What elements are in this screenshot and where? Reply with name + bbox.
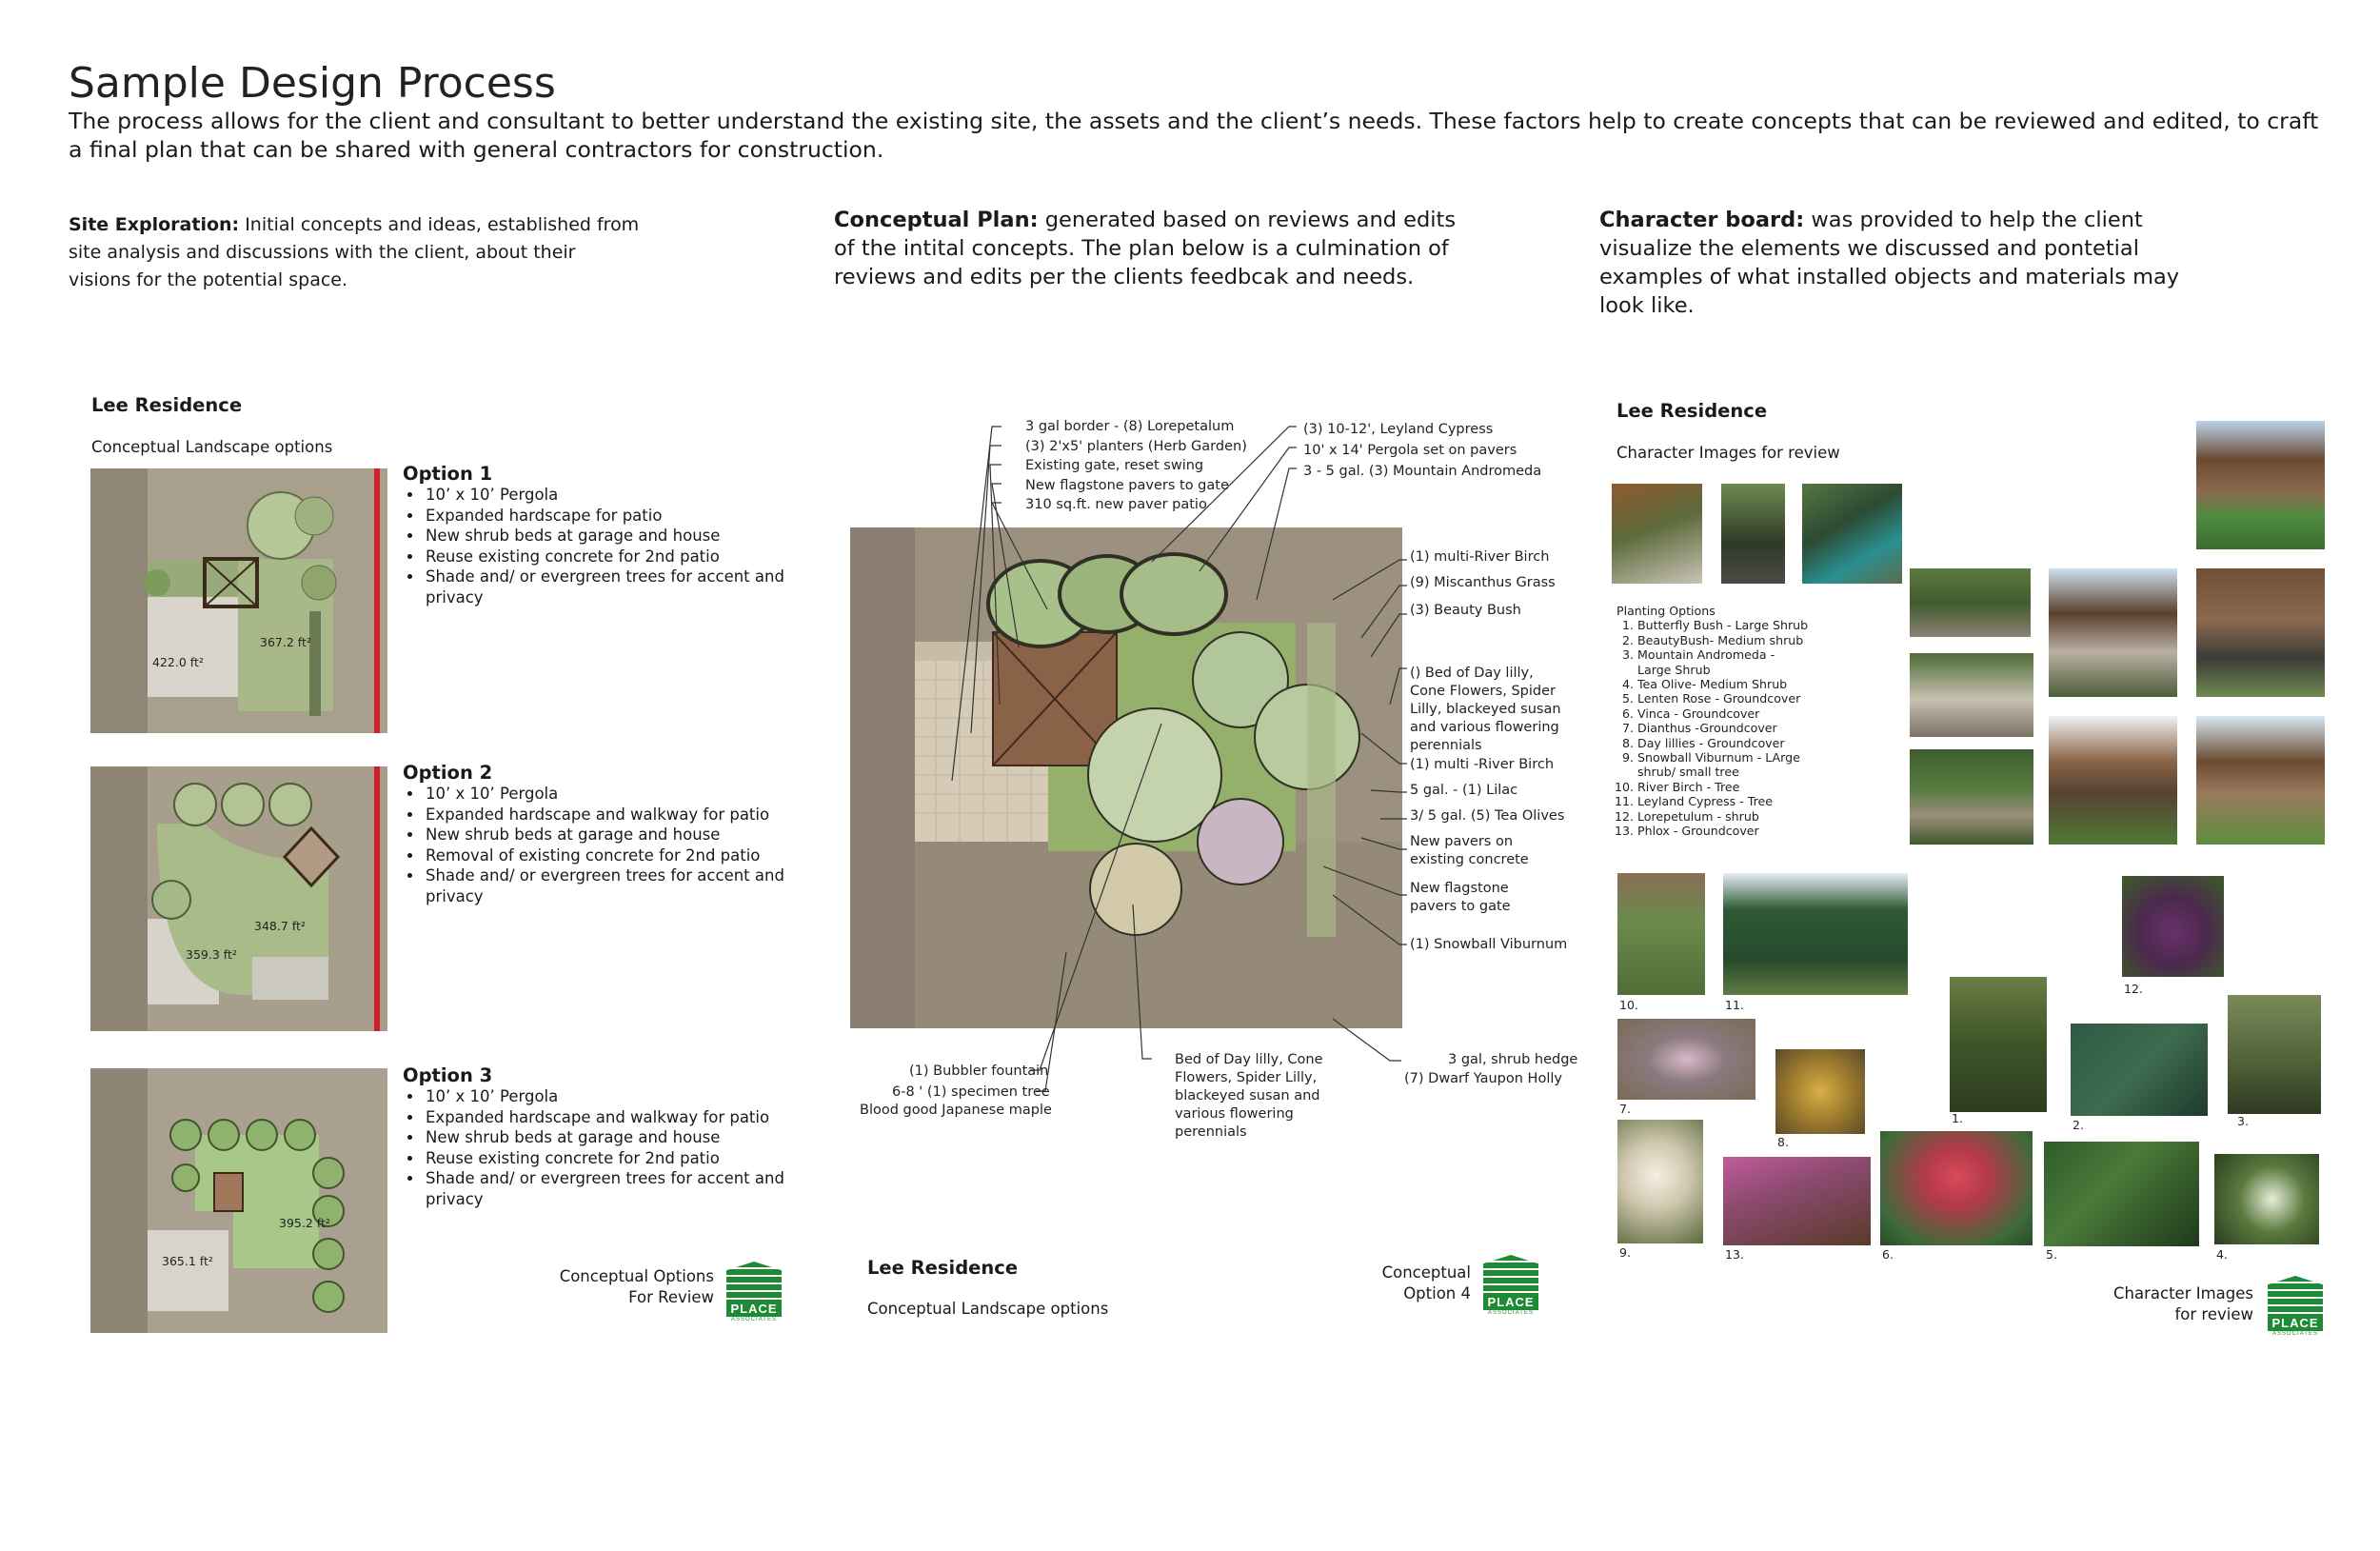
intro-paragraph: The process allows for the client and consultant to better understand the existing site, the assets and the client’s needs. These factors help to create concepts that can be reviewed and edited, to craft a final plan that can be shared with general contractors for construction. <box>69 108 2319 163</box>
pergola-photo-5 <box>2196 716 2325 845</box>
plant-photo-10 <box>1617 873 1705 995</box>
left-subtitle: Conceptual Landscape options <box>91 438 333 456</box>
list-item: 3. Mountain Andromeda - Large Shrub <box>1637 647 1812 677</box>
pergola-photo-1 <box>2196 421 2325 549</box>
plant-photo-12 <box>2122 876 2224 977</box>
left-footer-caption: Conceptual Options For Review <box>559 1267 714 1306</box>
list-item: 10. River Birch - Tree <box>1637 780 1812 794</box>
annotation-beauty-bush: (3) Beauty Bush <box>1410 603 1521 618</box>
bullet: • New shrub beds at garage and house <box>424 526 803 547</box>
fountain-urn-photo <box>1802 484 1902 584</box>
bullet: • Shade and/ or evergreen trees for accent and privacy <box>424 567 803 607</box>
annotation-japanese-maple: Blood good Japanese maple <box>860 1103 1052 1118</box>
pergola-photo-2 <box>2049 568 2177 697</box>
annotation-bubbler-fountain: (1) Bubbler fountain <box>909 1064 1049 1079</box>
bullet: • New shrub beds at garage and house <box>424 1127 803 1148</box>
bullet: • Shade and/ or evergreen trees for accent and privacy <box>424 865 803 906</box>
site-exploration-heading: Site Exploration: Initial concepts and ideas, established from site analysis and discussions with the client, about their visions for the potential space. <box>69 214 640 290</box>
annotation-yaupon-holly: (7) Dwarf Yaupon Holly <box>1404 1071 1562 1086</box>
plant-photo-11 <box>1723 873 1908 995</box>
annotation-leader-lines <box>914 419 1447 1123</box>
option-3-bullets <box>403 1086 803 1209</box>
option-1-details <box>403 463 803 607</box>
option-2-plan-image: 359.3 ft² 348.7 ft² <box>90 766 387 1031</box>
right-footer-caption: Character Images for review <box>2113 1284 2253 1323</box>
planter-photo <box>1721 484 1785 584</box>
bullet: • Removal of existing concrete for 2nd patio <box>424 845 803 866</box>
annotation-shrub-hedge: 3 gal, shrub hedge <box>1448 1052 1578 1067</box>
planting-options-list: Planting Options 1. Butterfly Bush - Large Shrub 2. BeautyBush- Medium shrub 3. Mountain Andromeda - Large Shrub 4. Tea Olive- Medium Shrub 5. Lenten Rose - Groundcover 6. Vinca - Groundcover 7. Dianthus -Groundcover 8. Day lillies - Groundcover 9. Snowball Viburnum - LArge shrub/ small tree 10. River Birch - Tree 11. Leyland Cypress - Tree 12. Lorepetulum - shrub 13. Phlox - Groundcover <box>1616 604 1812 839</box>
option-3-plan-image: 365.1 ft² 395.2 ft² <box>90 1068 387 1333</box>
option-2-title: Option 2 <box>403 762 493 784</box>
plant-photo-4 <box>2214 1154 2319 1244</box>
list-item: 1. Butterfly Bush - Large Shrub <box>1637 618 1812 632</box>
character-board-heading: Character board: was provided to help the client visualize the elements we discussed and pontetial examples of what installed objects and materials may look like. <box>1599 208 2180 318</box>
annotation-day-lilly: () Bed of Day lilly, Cone Flowers, Spider Lilly, blackeyed susan and various flowering perennials <box>1410 666 1561 753</box>
bullet: • Reuse existing concrete for 2nd patio <box>424 1148 803 1169</box>
annotation-specimen-tree: 6-8 ' (1) specimen tree <box>892 1084 1050 1100</box>
annotation-new-pavers: New pavers on existing concrete <box>1410 834 1529 867</box>
center-footer-caption: Conceptual Option 4 <box>1381 1263 1471 1302</box>
patio-photo-1 <box>1910 568 2031 637</box>
list-item: 9. Snowball Viburnum - LArge shrub/ small tree <box>1637 750 1812 780</box>
option-3-details <box>403 1064 803 1209</box>
bullet: • 10’ x 10’ Pergola <box>424 784 803 805</box>
option-1-title: Option 1 <box>403 463 493 485</box>
list-item: 6. Vinca - Groundcover <box>1637 706 1812 721</box>
plant-photo-9 <box>1617 1120 1703 1243</box>
place-associates-logo: PLACE ASSOCIATES <box>1483 1255 1538 1316</box>
bullet: • New shrub beds at garage and house <box>424 825 803 845</box>
option-2-details <box>403 762 803 906</box>
annotation-lilac: 5 gal. - (1) Lilac <box>1410 783 1518 798</box>
bullet: • Reuse existing concrete for 2nd patio <box>424 547 803 567</box>
option-3-title: Option 3 <box>403 1064 493 1086</box>
bullet: • Expanded hardscape and walkway for patio <box>424 1107 803 1128</box>
right-residence-title: Lee Residence <box>1616 400 1768 422</box>
page-title: Sample Design Process <box>69 59 556 108</box>
bullet: • Expanded hardscape and walkway for patio <box>424 805 803 825</box>
annotation-tea-olives: 3/ 5 gal. (5) Tea Olives <box>1410 808 1565 824</box>
option-1-plan-image: 422.0 ft² 367.2 ft² <box>90 468 387 733</box>
left-residence-title: Lee Residence <box>91 394 243 416</box>
list-item: 2. BeautyBush- Medium shrub <box>1637 633 1812 647</box>
plant-photo-3 <box>2228 995 2321 1114</box>
pergola-photo-4 <box>2049 716 2177 845</box>
plant-photo-2 <box>2071 1024 2208 1116</box>
annotation-river-birch-2: (1) multi -River Birch <box>1410 757 1555 772</box>
center-subtitle: Conceptual Landscape options <box>867 1300 1109 1318</box>
bullet: • Expanded hardscape for patio <box>424 506 803 527</box>
list-item: 4. Tea Olive- Medium Shrub <box>1637 677 1812 691</box>
patio-photo-2 <box>1910 653 2033 737</box>
plant-photo-8 <box>1775 1049 1865 1134</box>
list-item: 12. Lorepetulum - shrub <box>1637 809 1812 824</box>
list-item: 7. Dianthus -Groundcover <box>1637 721 1812 735</box>
annotation-miscanthus: (9) Miscanthus Grass <box>1410 575 1556 590</box>
list-item: 5. Lenten Rose - Groundcover <box>1637 691 1812 706</box>
annotation-perennial-bed: Bed of Day lilly, Cone Flowers, Spider Lilly, blackeyed susan and various flowering perennials <box>1175 1052 1323 1140</box>
place-associates-logo: PLACE ASSOCIATES <box>726 1262 782 1322</box>
list-item: 8. Day lillies - Groundcover <box>1637 736 1812 750</box>
annotations-top-right: (3) 10-12', Leyland Cypress 10' x 14' Pergola set on pavers 3 - 5 gal. (3) Mountain Andromeda <box>1303 422 1542 479</box>
plant-photo-7 <box>1617 1019 1755 1100</box>
center-residence-title: Lee Residence <box>867 1257 1019 1279</box>
bullet: • Shade and/ or evergreen trees for accent and privacy <box>424 1168 803 1209</box>
annotations-top-left: 3 gal border - (8) Lorepetalum (3) 2'x5' planters (Herb Garden) Existing gate, reset swing New flagstone pavers to gate 310 sq.ft. new paver patio <box>1025 419 1247 512</box>
list-item: 11. Leyland Cypress - Tree <box>1637 794 1812 808</box>
annotation-flagstone: New flagstone pavers to gate <box>1410 881 1511 914</box>
bullet: • 10’ x 10’ Pergola <box>424 485 803 506</box>
plant-photo-13 <box>1723 1157 1871 1245</box>
right-subtitle: Character Images for review <box>1616 444 1840 462</box>
list-item: 13. Phlox - Groundcover <box>1637 824 1812 838</box>
annotation-snowball-viburnum: (1) Snowball Viburnum <box>1410 937 1568 952</box>
bullet: • 10’ x 10’ Pergola <box>424 1086 803 1107</box>
annotation-river-birch: (1) multi-River Birch <box>1410 549 1550 565</box>
pergola-photo-3 <box>2196 568 2325 697</box>
option-2-bullets <box>403 784 803 906</box>
butterfly-bush-sculpture-photo <box>1612 484 1702 584</box>
plant-photo-5 <box>2044 1142 2199 1246</box>
plant-photo-1 <box>1950 977 2047 1112</box>
plant-photo-6 <box>1880 1131 2033 1245</box>
garden-path-photo <box>1910 749 2033 845</box>
conceptual-plan-heading: Conceptual Plan: generated based on reviews and edits of the intital concepts. The plan below is a culmination of reviews and edits per the clients feedbcak and needs. <box>834 208 1457 289</box>
option-1-bullets <box>403 485 803 607</box>
place-associates-logo: PLACE ASSOCIATES <box>2268 1276 2323 1337</box>
